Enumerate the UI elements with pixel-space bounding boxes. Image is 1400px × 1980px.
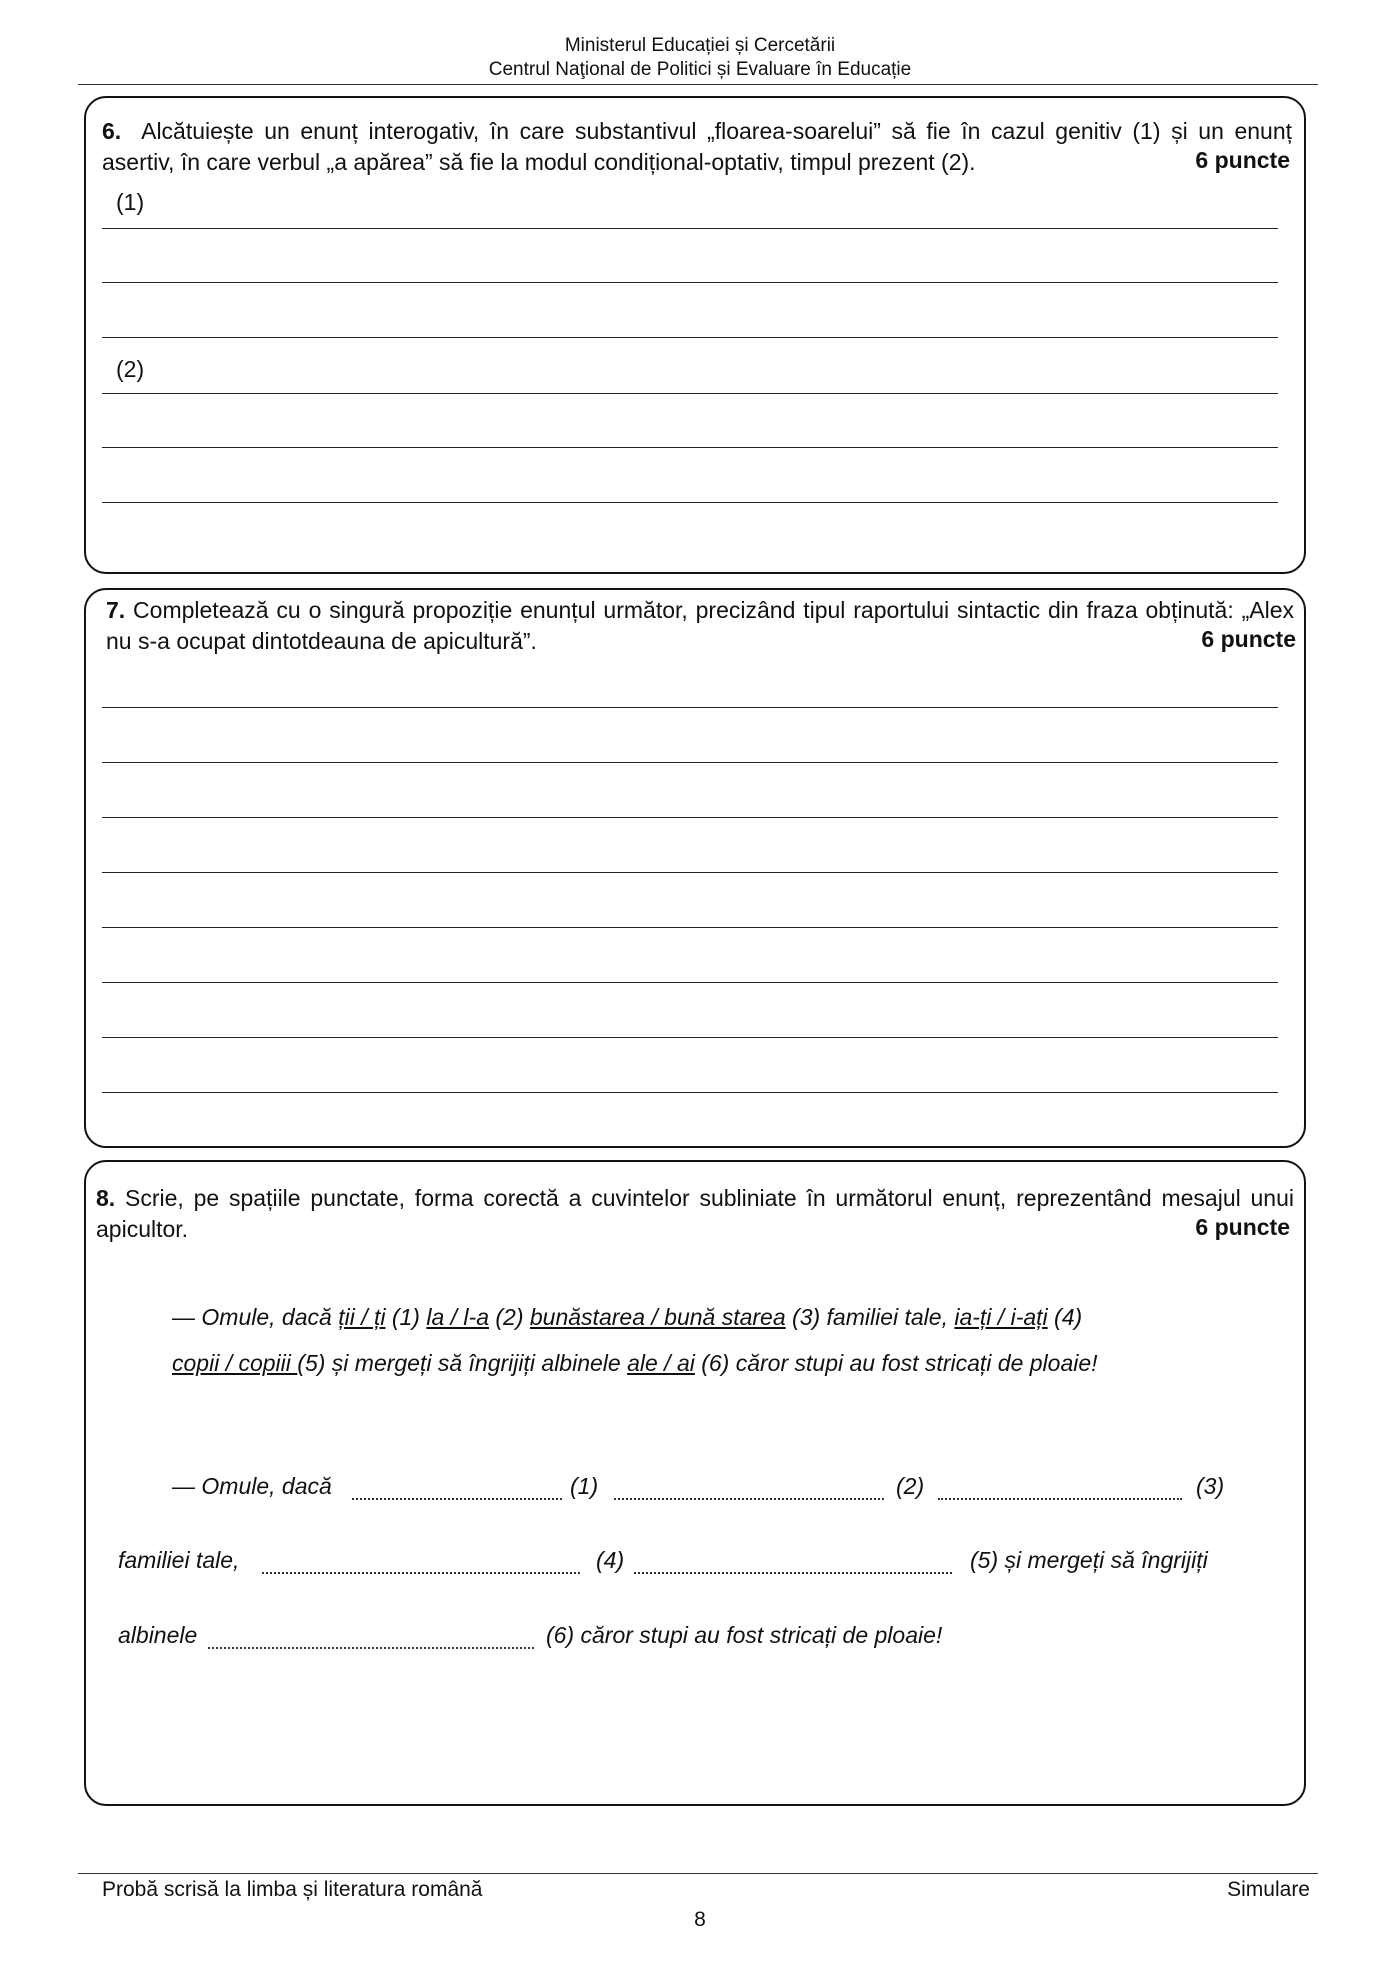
answer-line[interactable] [102,1037,1278,1038]
fill-row-1-start: — Omule, dacă [172,1473,332,1499]
quote-text: (6) căror stupi au fost stricați de ploaie! [694,1350,1098,1376]
task-7-box [84,588,1306,1148]
underlined-word-6: ale / ai [627,1350,695,1376]
fill-label-5: (5) și mergeți să îngrijiți [970,1547,1208,1573]
answer-line[interactable] [102,447,1278,448]
fill-blank-5[interactable] [634,1572,952,1574]
task-6-text [102,116,1292,178]
task-6-statement: Alcătuiește un enunț interogativ, în care substantivul „floarea-soarelui” să fie în cazul genitiv (1) și un enunț asertiv, în care verbul „a apărea” să fie la modul condițional-optativ, timpul prezent (2). [102,118,1293,175]
fill-label-3: (3) [1196,1473,1225,1499]
task-8-quote-line-1 [172,1304,1082,1331]
fill-label-2: (2) [896,1473,925,1499]
quote-text: (2) [489,1304,530,1330]
task-7-number: 7. [106,597,126,623]
underlined-word-4: ia-ți / i-ați [954,1304,1048,1330]
header-ministry: Ministerul Educației și Cercetării [564,35,836,56]
task-7-points: 6 puncte [1201,626,1296,652]
fill-label-6: (6) căror stupi au fost stricați de ploaie! [546,1622,943,1648]
task-8-number: 8. [96,1185,116,1211]
task-6-number: 6. [102,118,122,144]
answer-line[interactable] [102,872,1278,873]
underlined-word-5: copii / copiii [172,1350,298,1376]
footer-exam-type: Simulare [1227,1878,1310,1901]
footer-divider [78,1873,1318,1874]
fill-blank-1[interactable] [352,1498,562,1500]
fill-label-4: (4) [596,1547,625,1573]
fill-blank-4[interactable] [262,1572,580,1574]
fill-label-1: (1) [570,1473,599,1499]
task-7-statement: Completează cu o singură propoziție enunțul următor, precizând tipul raportului sintactic din fraza obținută: „Alex nu s-a ocupat dintotdeauna de apicultură”. [106,597,1294,654]
task-8-points: 6 puncte [1195,1214,1290,1240]
fill-blank-6[interactable] [208,1647,534,1649]
answer-line[interactable] [102,393,1278,394]
answer-line[interactable] [102,927,1278,928]
task-7-text [106,595,1294,657]
answer-line[interactable] [102,282,1278,283]
fill-row-3-start: albinele [118,1622,198,1648]
quote-text: (4) [1047,1304,1083,1330]
quote-text: (5) și mergeți să îngrijiți albinele [297,1350,628,1376]
header-divider [78,84,1318,85]
page-number: 8 [694,1908,706,1931]
fill-blank-2[interactable] [614,1498,884,1500]
task-6-label-1: (1) [116,189,145,215]
task-8-quote-line-2 [172,1350,1098,1377]
task-8-text [96,1183,1294,1245]
task-8-statement: Scrie, pe spațiile punctate, forma corectă a cuvintelor subliniate în următorul enunț, reprezentând mesajul unui apicultor. [96,1185,1295,1242]
underlined-word-1: ții / ți [338,1304,386,1330]
answer-line[interactable] [102,502,1278,503]
quote-text: (1) [385,1304,427,1330]
footer-exam-title: Probă scrisă la limba și literatura română [102,1878,483,1901]
task-6-label-2: (2) [116,356,145,382]
answer-line[interactable] [102,982,1278,983]
task-6-points: 6 puncte [1195,147,1290,173]
answer-line[interactable] [102,337,1278,338]
answer-line[interactable] [102,817,1278,818]
answer-line[interactable] [102,228,1278,229]
page-header [0,34,1400,82]
answer-line[interactable] [102,1092,1278,1093]
fill-blank-3[interactable] [938,1498,1182,1500]
fill-row-2-start: familiei tale, [118,1547,240,1573]
header-center: Centrul Naţional de Politici și Evaluare în Educație [488,59,912,80]
quote-text: — Omule, dacă [172,1304,339,1330]
underlined-word-2: la / l-a [426,1304,489,1330]
underlined-word-3: bunăstarea / bună starea [529,1304,786,1330]
quote-text: (3) familiei tale, [785,1304,955,1330]
answer-line[interactable] [102,707,1278,708]
answer-line[interactable] [102,762,1278,763]
